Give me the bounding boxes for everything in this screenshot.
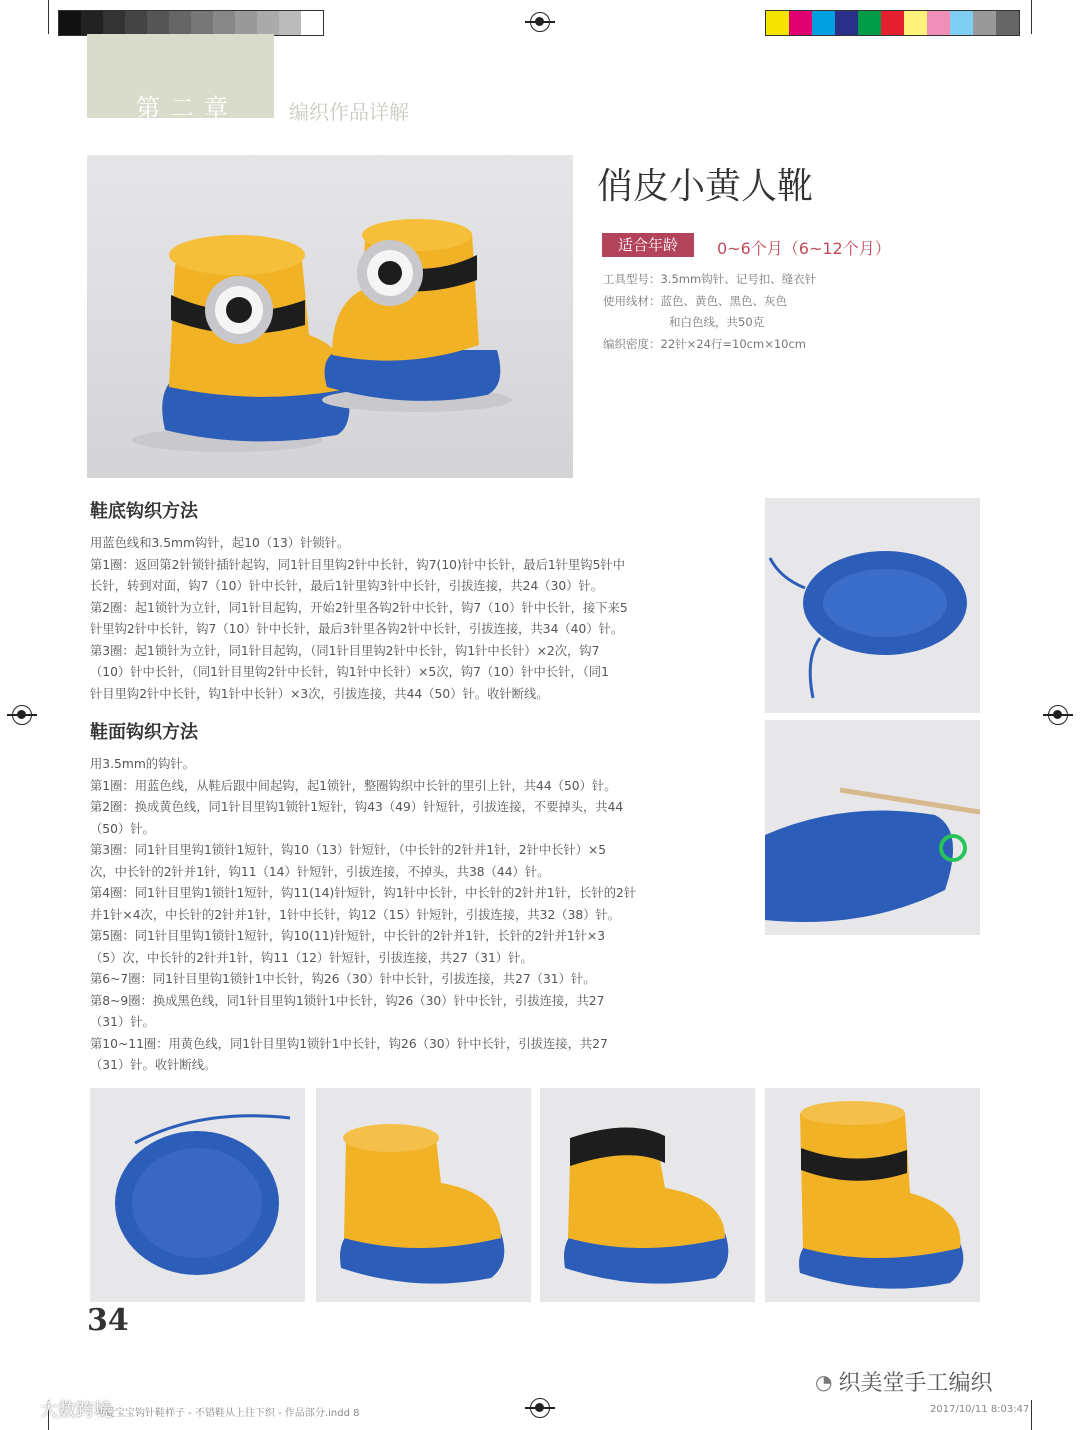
step2-illustration (316, 1088, 531, 1302)
chapter-subtitle: 编织作品详解 (289, 100, 409, 124)
instruction-line: 用3.5mm的钩针。 (90, 757, 195, 771)
upper-start-illustration (765, 720, 980, 935)
crop-mark (1031, 1400, 1032, 1430)
instruction-line: 用蓝色线和3.5mm钩针，起10（13）针锁针。 (90, 536, 350, 550)
instruction-line: 第3圈：同1针目里钩1锁针1短针，钩10（13）针短针，（中长针的2针并1针，2针中长针）×5 (90, 843, 607, 857)
spec-label: 使用线材： (603, 294, 661, 308)
instruction-line: 次，中长针的2针并1针，钩11（14）针短针，引拔连接，不掉头，共38（44）针。 (90, 864, 550, 879)
gray-calibration-strip (58, 10, 324, 36)
instruction-line: 第6~7圈：同1针目里钩1锁针1中长针，钩26（30）针中长针，引拔连接，共27（31）针。 (90, 972, 596, 986)
registration-mark-right (1048, 705, 1068, 725)
wechat-icon: ◔ (815, 1369, 833, 1394)
instruction-line: 第1圈：用蓝色线，从鞋后跟中间起钩，起1锁针，整圈钩织中长针的里引上针，共44（50）针。 (90, 778, 617, 793)
crop-mark (1031, 0, 1032, 34)
step-photo-4 (765, 1088, 980, 1302)
spec-row (669, 314, 764, 330)
spec-value: 3.5mm钩针、记号扣、缝衣针 (660, 272, 817, 286)
booties-illustration (87, 155, 573, 478)
instruction-line: 第10~11圈：用黄色线，同1针目里钩1锁针1中长针，钩26（30）针中长针，引拔连接，共27 (90, 1036, 608, 1051)
wechat-account-name: 织美堂手工编织 (838, 1371, 993, 1396)
watermark: 大数跨境 (40, 1400, 112, 1421)
registration-mark-left (12, 705, 32, 725)
upper-instructions (90, 754, 740, 1077)
instruction-line: 针里钩2针中长针，钩7（10）针中长针，最后3针里各钩2针中长针，引拔连接，共34（40）针。 (90, 622, 624, 636)
spec-label: 工具型号： (603, 272, 661, 286)
instruction-line: 第5圈：同1针目里钩1锁针1短针，钩10(11)针短针，中长针的2针并1针，长针的2针并1针×3 (90, 929, 606, 943)
file-info: 可爱宝宝钩针鞋样子 - 不错鞋从上往下织 - 作品部分.indd 8 (95, 1408, 360, 1419)
registration-mark-bottom (530, 1398, 550, 1418)
upper-heading: 鞋面钩织方法 (90, 722, 198, 743)
instruction-line: （31）针。收针断线。 (90, 1058, 217, 1072)
step-photo-upper-start (765, 720, 980, 935)
step-photo-3 (540, 1088, 755, 1302)
step1-illustration (90, 1088, 305, 1302)
spec-value: 和白色线，共50克 (669, 315, 765, 329)
instruction-line: 并1针×4次，中长针的2针并1针，1针中长针，钩12（15）针短针，引拔连接，共32（38）针。 (90, 907, 621, 922)
crop-mark (48, 0, 49, 34)
hero-photo (87, 155, 573, 478)
age-value: 0~6个月（6~12个月） (717, 239, 891, 258)
instruction-line: 第3圈：起1锁针为立针，同1针目起钩，（同1针目里钩2针中长针，钩1针中长针）×2次，钩7 (90, 643, 600, 658)
color-calibration-strip (765, 10, 1020, 36)
sole-instructions (90, 533, 740, 705)
sole-heading: 鞋底钩织方法 (90, 501, 198, 522)
registration-mark-top (530, 12, 550, 32)
instruction-line: （5）次，中长针的2针并1针，钩11（12）针短针，引拔连接，共27（31）针。 (90, 950, 533, 965)
step-photo-sole (765, 498, 980, 713)
chapter-label: 第二章 (136, 94, 238, 122)
spec-value: 22针×24行=10cm×10cm (660, 337, 806, 351)
instruction-line: 第2圈：换成黄色线，同1针目里钩1锁针1短针，钩43（49）针短针，引拔连接，不要掉头，共44 (90, 800, 624, 814)
spec-row (603, 336, 806, 352)
page-number: 34 (87, 1303, 129, 1338)
date-info: 2017/10/11 8:03:47 (930, 1404, 1030, 1415)
step-photo-1 (90, 1088, 305, 1302)
step-photo-2 (316, 1088, 531, 1302)
instruction-line: （50）针。 (90, 821, 155, 836)
project-title: 俏皮小黄人靴 (597, 166, 814, 207)
step3-illustration (540, 1088, 755, 1302)
spec-row (603, 293, 787, 309)
instruction-line: 第4圈：同1针目里钩1锁针1短针，钩11(14)针短针，钩1针中长针，中长针的2针并1针，长针的2针 (90, 886, 637, 900)
step4-illustration (765, 1088, 980, 1302)
wechat-credit (815, 1366, 992, 1397)
instruction-line: 针目里钩2针中长针，钩1针中长针）×3次，引拔连接，共44（50）针。收针断线。 (90, 686, 549, 701)
instruction-line: （31）针。 (90, 1015, 155, 1029)
age-badge: 适合年龄 (602, 233, 694, 257)
spec-label: 编织密度： (603, 337, 661, 351)
spec-row (603, 271, 816, 287)
instruction-line: （10）针中长针，（同1针目里钩2针中长针，钩1针中长针）×5次，钩7（10）针中长针，（同1 (90, 665, 609, 679)
instruction-line: 第1圈：返回第2针锁针插针起钩，同1针目里钩2针中长针，钩7(10)针中长针，最后1针里钩5针中 (90, 557, 625, 572)
spec-value: 蓝色、黄色、黑色、灰色 (660, 294, 787, 308)
instruction-line: 长针，转到对面，钩7（10）针中长针，最后1针里钩3针中长针，引拔连接，共24（30）针。 (90, 579, 604, 593)
instruction-line: 第8~9圈：换成黑色线，同1针目里钩1锁针1中长针，钩26（30）针中长针，引拔连接，共27 (90, 993, 605, 1008)
instruction-line: 第2圈：起1锁针为立针，同1针目起钩，开始2针里各钩2针中长针，钩7（10）针中长针，接下来5 (90, 600, 628, 615)
sole-illustration (765, 498, 980, 713)
